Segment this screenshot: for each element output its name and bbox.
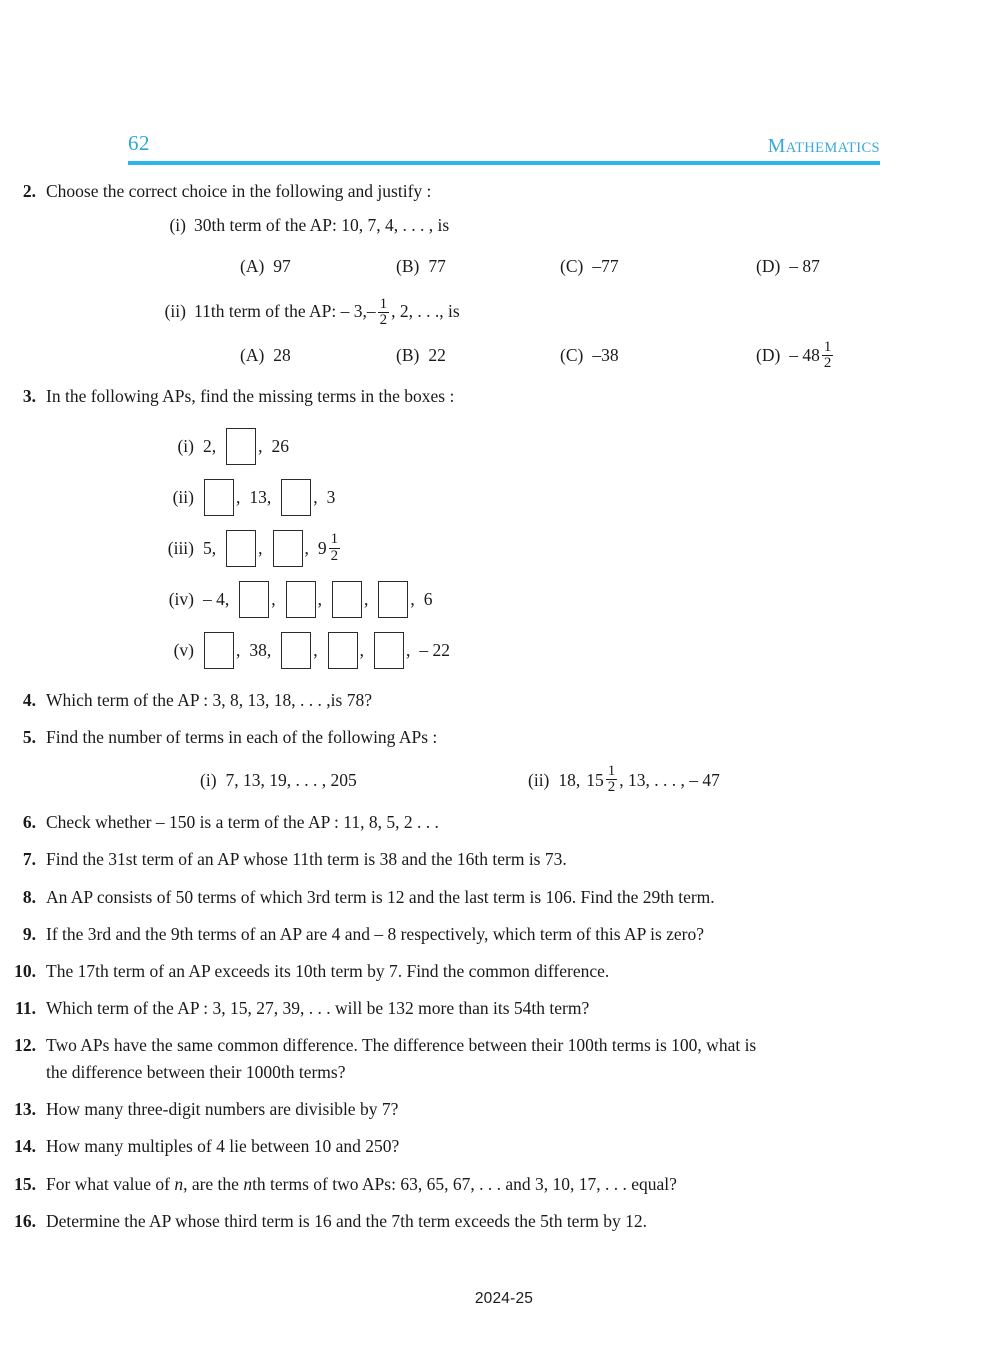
fraction-one-half xyxy=(606,764,618,796)
ap-sequence xyxy=(203,530,342,567)
question-4-number: 4. xyxy=(22,690,36,711)
question-5-sub-ii-label: (ii) xyxy=(528,769,550,790)
question-3 xyxy=(0,383,1008,410)
ap-separator: , xyxy=(410,588,415,609)
fraction-numerator: 1 xyxy=(330,531,339,548)
question-6-number: 6. xyxy=(22,812,36,833)
option-d-whole: – 48 xyxy=(789,345,820,366)
missing-term-box[interactable] xyxy=(332,581,362,618)
missing-term-box[interactable] xyxy=(273,530,303,567)
question-5-sub-i-text: 7, 13, 19, . . . , 205 xyxy=(225,769,357,790)
option-a-value: 28 xyxy=(273,345,291,366)
question-5-sub-ii xyxy=(528,757,720,803)
question-3-row-ii-label: (ii) xyxy=(172,486,194,507)
missing-term-box[interactable] xyxy=(226,530,256,567)
ap-separator: , xyxy=(313,486,318,507)
fraction-one-half xyxy=(822,340,834,372)
ap-term: 6 xyxy=(423,588,433,609)
ap-sequence xyxy=(203,479,335,516)
missing-term-box[interactable] xyxy=(204,479,234,516)
ap-separator: , xyxy=(236,486,241,507)
ap-sequence xyxy=(203,581,433,618)
ap-term: 26 xyxy=(271,435,289,456)
page-number: 62 xyxy=(128,131,150,155)
missing-term-box[interactable] xyxy=(204,632,234,669)
fraction-numerator: 1 xyxy=(379,295,388,312)
ap-separator: , xyxy=(364,588,369,609)
question-12-number: 12. xyxy=(14,1035,36,1056)
fraction-denominator: 2 xyxy=(379,312,388,329)
option-d-label: (D) xyxy=(756,345,781,366)
ap-term: 5, xyxy=(203,537,217,558)
question-5-sub-i xyxy=(200,757,357,803)
question-4-text: Which term of the AP : 3, 8, 13, 18, . . . ,is 78? xyxy=(46,690,372,711)
question-14-number: 14. xyxy=(14,1136,36,1157)
question-5-sub-ii-text-after: , 13, . . . , – 47 xyxy=(619,769,720,790)
question-6 xyxy=(0,809,1008,836)
question-5-number: 5. xyxy=(22,727,36,748)
question-15-text-part1: For what value of xyxy=(46,1173,175,1194)
ap-term: – 22 xyxy=(419,639,450,660)
question-15-number: 15. xyxy=(14,1173,36,1194)
option-a[interactable] xyxy=(240,249,291,283)
question-5-sub-i-label: (i) xyxy=(200,769,217,790)
question-3-row-iii xyxy=(0,530,1008,567)
header-title-capital: M xyxy=(767,135,786,157)
option-c-value: –77 xyxy=(592,255,619,276)
question-12-text: Two APs have the same common difference. The difference between their 100th terms is 100, what is the difference between their 1000th terms? xyxy=(46,1035,757,1083)
question-3-row-iv-label: (iv) xyxy=(168,588,194,609)
question-7-number: 7. xyxy=(22,849,36,870)
option-a[interactable] xyxy=(240,339,291,373)
question-2-sub-ii-label: (ii) xyxy=(164,301,186,322)
ap-term: 13, xyxy=(249,486,272,507)
ap-separator: , xyxy=(258,537,263,558)
page-header xyxy=(128,131,880,165)
question-10-text: The 17th term of an AP exceeds its 10th term by 7. Find the common difference. xyxy=(46,960,610,981)
ap-separator: , xyxy=(317,588,322,609)
ap-term: 2, xyxy=(203,435,217,456)
ap-separator: , xyxy=(258,435,263,456)
question-10-number: 10. xyxy=(14,960,36,981)
question-3-row-v-label: (v) xyxy=(173,639,194,660)
fraction-numerator: 1 xyxy=(823,338,832,355)
question-2-number: 2. xyxy=(22,181,36,201)
question-7 xyxy=(0,846,1008,873)
question-2 xyxy=(0,178,1008,205)
header-divider-rule xyxy=(128,161,880,165)
missing-term-box[interactable] xyxy=(328,632,358,669)
option-b-label: (B) xyxy=(396,255,420,276)
question-3-prompt: In the following APs, find the missing terms in the boxes : xyxy=(46,385,455,406)
option-d-value: – 87 xyxy=(789,255,820,276)
question-7-text: Find the 31st term of an AP whose 11th term is 38 and the 16th term is 73. xyxy=(46,849,567,870)
missing-term-box[interactable] xyxy=(226,428,256,465)
option-b[interactable] xyxy=(396,249,446,283)
option-d-value xyxy=(789,340,835,372)
question-10 xyxy=(0,958,1008,985)
fraction-denominator: 2 xyxy=(823,354,832,371)
option-c-label: (C) xyxy=(560,345,584,366)
question-2-sub-ii-minus: – xyxy=(366,301,376,322)
option-b-value: 77 xyxy=(428,255,446,276)
fraction-one-half xyxy=(378,297,390,329)
question-2-sub-i xyxy=(0,211,1008,239)
ap-sequence xyxy=(203,428,289,465)
fraction-denominator: 2 xyxy=(330,547,339,564)
question-5-prompt: Find the number of terms in each of the following APs : xyxy=(46,727,438,748)
page-footer: 2024-25 xyxy=(474,1290,534,1307)
question-3-row-v xyxy=(0,632,1008,669)
question-2-sub-i-options xyxy=(0,249,1008,283)
header-title-rest: ATHEMATICS xyxy=(785,140,880,156)
question-13 xyxy=(0,1096,1008,1123)
option-c[interactable] xyxy=(560,249,619,283)
option-b[interactable] xyxy=(396,339,446,373)
ap-sequence xyxy=(203,632,450,669)
question-3-row-i xyxy=(0,428,1008,465)
ap-separator: , xyxy=(271,588,276,609)
variable-n: n xyxy=(243,1173,253,1194)
question-4 xyxy=(0,687,1008,714)
question-8-text: An AP consists of 50 terms of which 3rd term is 12 and the last term is 106. Find the 29th term. xyxy=(46,886,715,907)
question-15-text-part3: th terms of two APs: 63, 65, 67, . . . and 3, 10, 17, . . . equal? xyxy=(252,1173,677,1194)
question-9-number: 9. xyxy=(22,923,36,944)
question-8 xyxy=(0,884,1008,911)
variable-n: n xyxy=(174,1173,184,1194)
question-5-subitems xyxy=(0,757,1008,803)
question-2-sub-i-label: (i) xyxy=(169,215,186,236)
question-12 xyxy=(0,1032,1008,1086)
option-a-label: (A) xyxy=(240,345,265,366)
ap-term: – 4, xyxy=(203,588,230,609)
question-11-text: Which term of the AP : 3, 15, 27, 39, . . . will be 132 more than its 54th term? xyxy=(46,997,590,1018)
question-2-sub-ii xyxy=(0,297,1008,329)
question-2-sub-ii-options xyxy=(0,339,1008,373)
fraction-denominator: 2 xyxy=(607,779,616,796)
fraction-numerator: 1 xyxy=(607,762,616,779)
mixed-whole: 9 xyxy=(317,537,327,558)
question-13-text: How many three-digit numbers are divisible by 7? xyxy=(46,1099,399,1120)
ap-separator: , xyxy=(359,639,364,660)
mixed-whole: 15 xyxy=(586,769,604,790)
ap-separator: , xyxy=(236,639,241,660)
missing-term-box[interactable] xyxy=(281,632,311,669)
question-3-number: 3. xyxy=(22,385,36,406)
question-3-row-iv xyxy=(0,581,1008,618)
question-2-prompt: Choose the correct choice in the following and justify : xyxy=(46,181,432,201)
ap-term: 38, xyxy=(249,639,272,660)
option-a-value: 97 xyxy=(273,255,291,276)
option-d-label: (D) xyxy=(756,255,781,276)
question-2-sub-ii-text-after: , 2, . . ., is xyxy=(391,301,460,322)
question-2-sub-ii-text xyxy=(194,297,460,329)
header-subject-title xyxy=(768,135,880,158)
question-9 xyxy=(0,921,1008,948)
missing-term-box[interactable] xyxy=(378,581,408,618)
question-14 xyxy=(0,1133,1008,1160)
question-15-text-part2: , are the xyxy=(183,1173,244,1194)
question-11 xyxy=(0,995,1008,1022)
ap-term: 3 xyxy=(326,486,336,507)
question-16 xyxy=(0,1208,1008,1235)
option-b-label: (B) xyxy=(396,345,420,366)
option-d[interactable] xyxy=(756,339,835,373)
option-c[interactable] xyxy=(560,339,619,373)
question-3-row-iii-label: (iii) xyxy=(167,537,194,558)
option-d[interactable] xyxy=(756,249,820,283)
missing-term-box[interactable] xyxy=(239,581,269,618)
exercise-content xyxy=(0,178,1008,1235)
question-14-text: How many multiples of 4 lie between 10 and 250? xyxy=(46,1136,400,1157)
question-16-text: Determine the AP whose third term is 16 and the 7th term exceeds the 5th term by 12. xyxy=(46,1210,648,1231)
fraction-one-half xyxy=(329,532,341,564)
question-2-sub-ii-text-before: 11th term of the AP: – 3, xyxy=(194,301,367,322)
question-6-text: Check whether – 150 is a term of the AP : 11, 8, 5, 2 . . . xyxy=(46,812,439,833)
question-3-row-i-label: (i) xyxy=(177,435,194,456)
option-b-value: 22 xyxy=(428,345,446,366)
ap-separator: , xyxy=(313,639,318,660)
ap-term-mixed-number xyxy=(586,764,619,796)
missing-term-box[interactable] xyxy=(286,581,316,618)
question-3-row-ii xyxy=(0,479,1008,516)
option-a-label: (A) xyxy=(240,255,265,276)
question-9-text: If the 3rd and the 9th terms of an AP are 4 and – 8 respectively, which term of this AP is zero? xyxy=(46,923,705,944)
question-15-text xyxy=(46,1171,761,1198)
ap-term-mixed-number xyxy=(318,533,342,565)
question-2-sub-i-text: 30th term of the AP: 10, 7, 4, . . . , is xyxy=(194,215,450,236)
option-c-label: (C) xyxy=(560,255,584,276)
question-15 xyxy=(0,1171,1008,1198)
question-16-number: 16. xyxy=(14,1210,36,1231)
missing-term-box[interactable] xyxy=(374,632,404,669)
option-c-value: –38 xyxy=(592,345,619,366)
ap-separator: , xyxy=(406,639,411,660)
question-5 xyxy=(0,724,1008,751)
question-5-sub-ii-text-before: 18, xyxy=(558,769,581,790)
ap-separator: , xyxy=(304,537,309,558)
question-13-number: 13. xyxy=(14,1099,36,1120)
missing-term-box[interactable] xyxy=(281,479,311,516)
question-8-number: 8. xyxy=(22,886,36,907)
question-11-number: 11. xyxy=(15,997,36,1018)
